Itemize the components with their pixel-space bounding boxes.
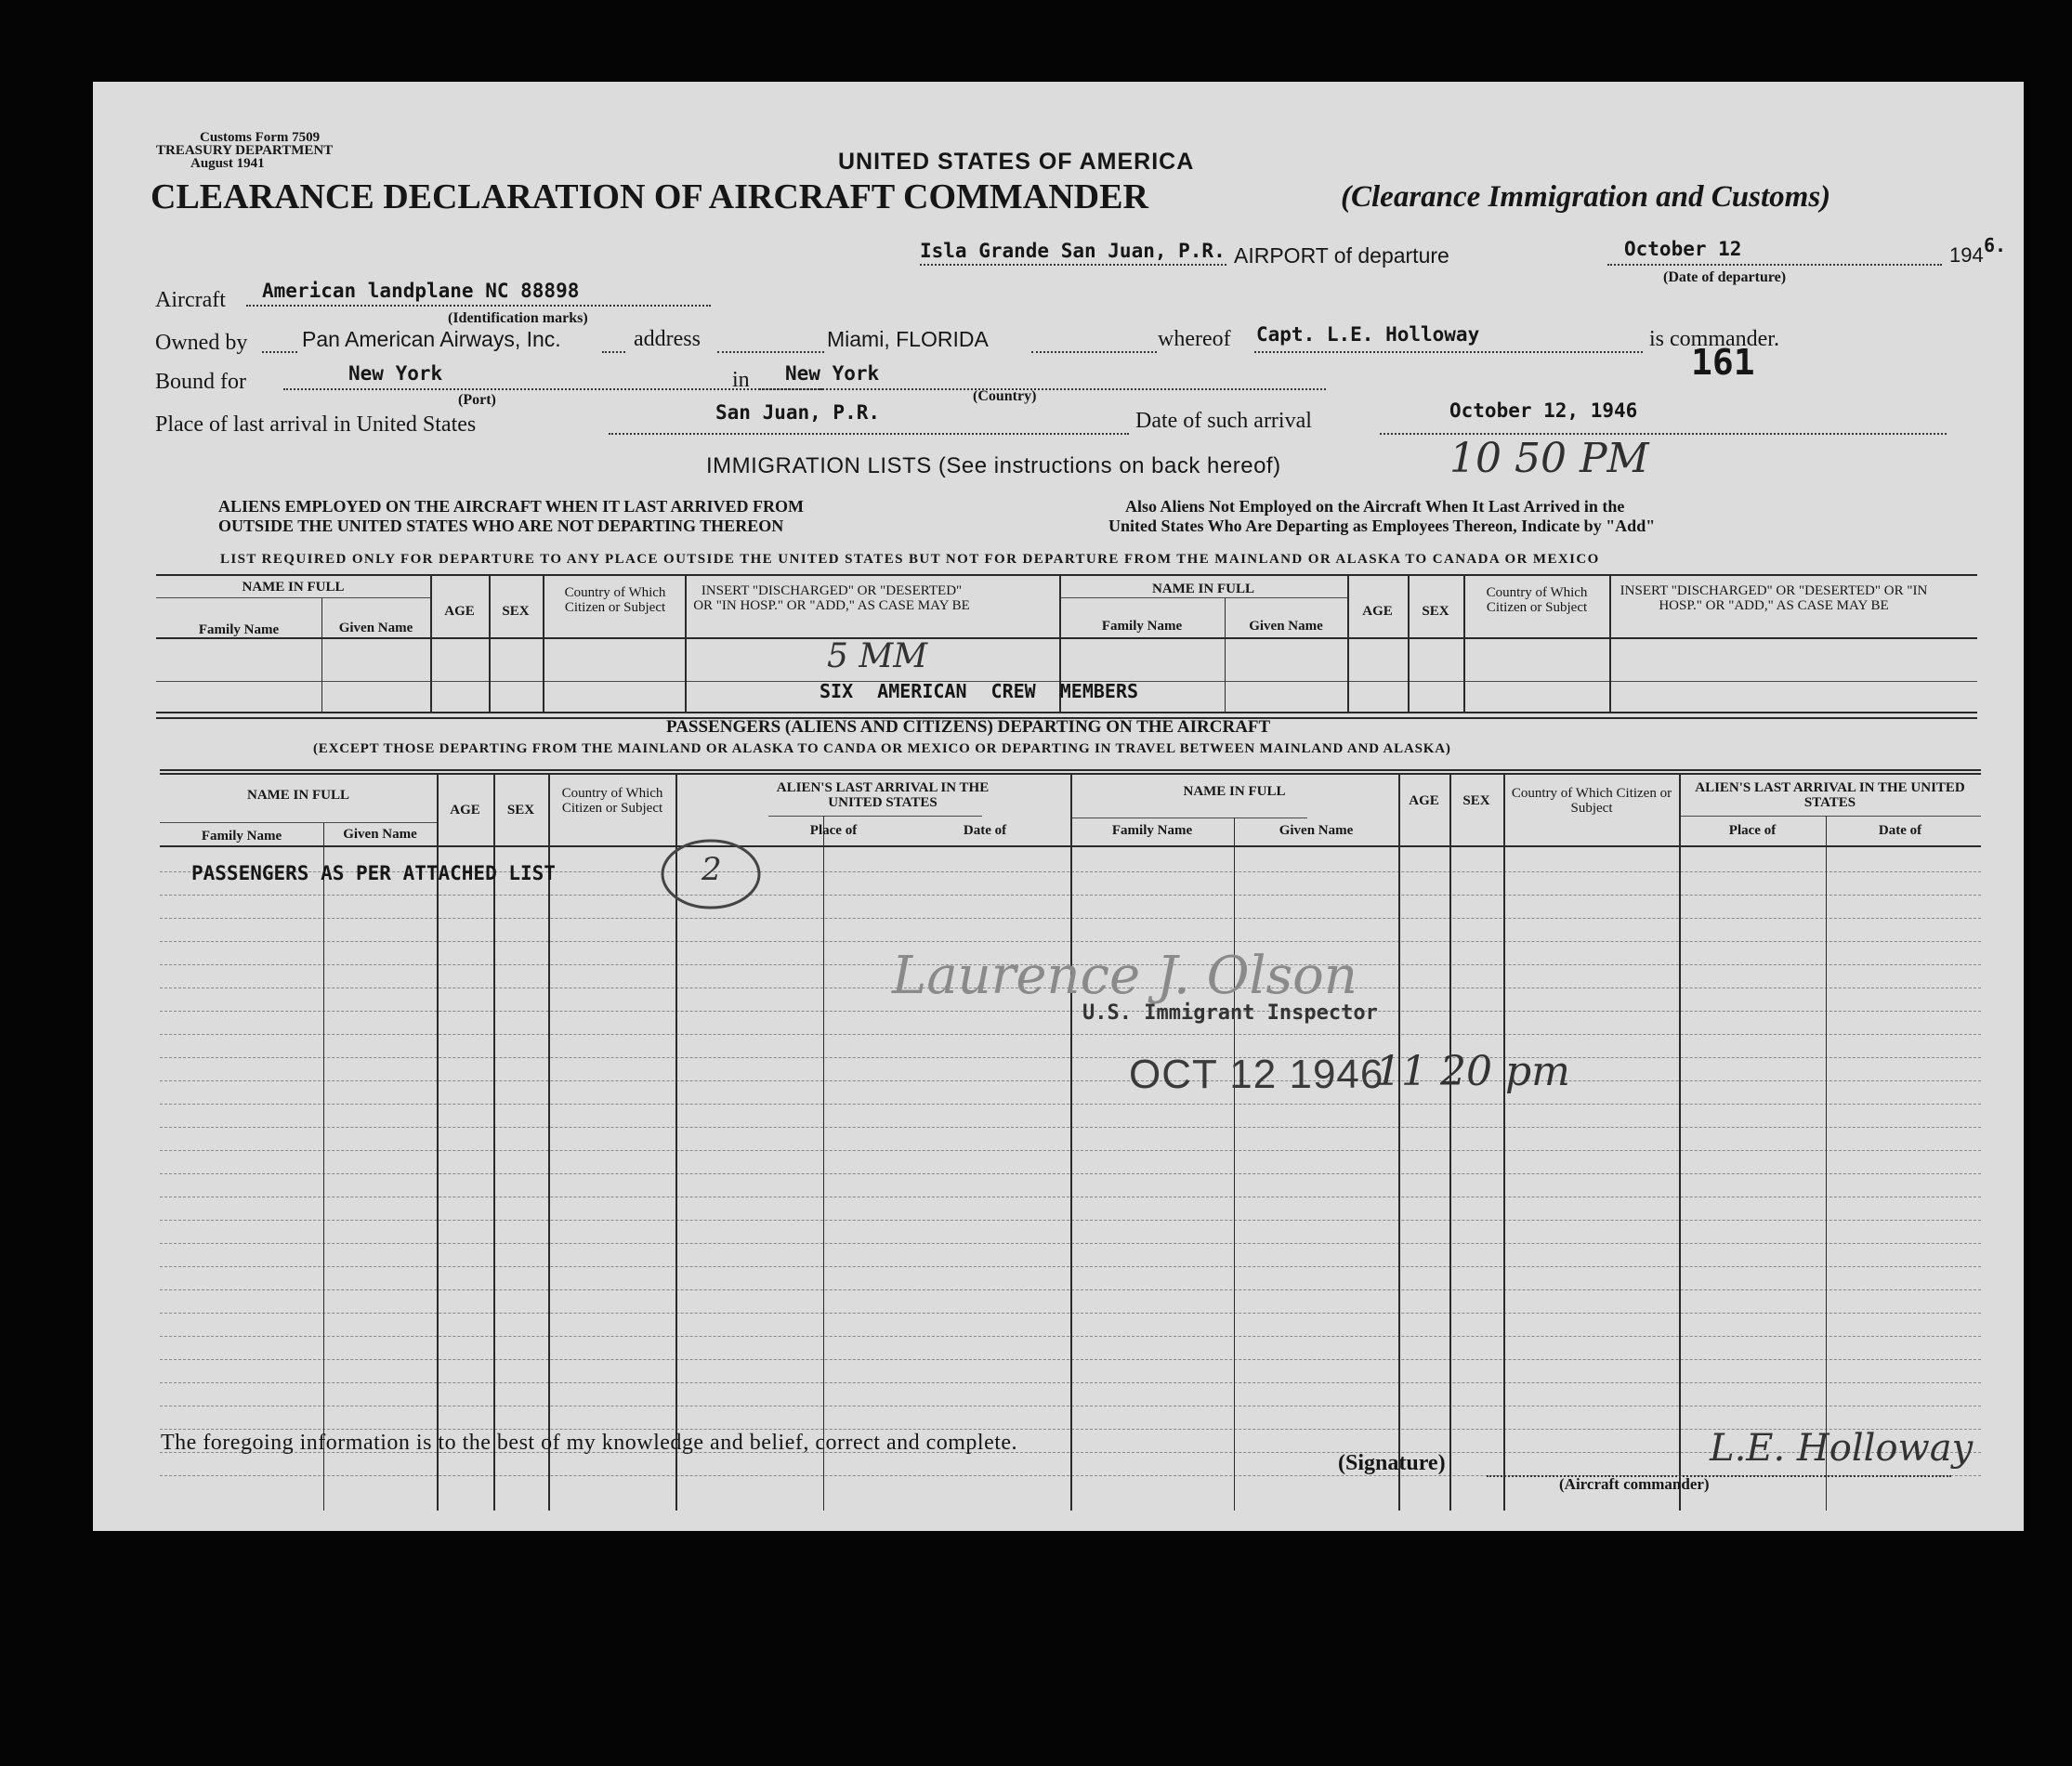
year-prefix: 194 xyxy=(1949,243,1984,267)
owner-name: Pan American Airways, Inc. xyxy=(302,327,561,351)
crew-sex-header-right: SEX xyxy=(1422,604,1449,619)
pass-age-header-right: AGE xyxy=(1409,793,1439,808)
aliens-note-line-2: OUTSIDE THE UNITED STATES WHO ARE NOT DEPARTING THEREON xyxy=(218,517,784,535)
commander-signature: L.E. Holloway xyxy=(1710,1427,1974,1470)
airport-name: Isla Grande San Juan, P.R. xyxy=(920,240,1226,262)
also-aliens-note-line-2: United States Who Are Departing as Employees Thereon, Indicate by "Add" xyxy=(1108,517,1656,535)
inspector-title: U.S. Immigrant Inspector xyxy=(1082,1001,1378,1025)
whereof-label: whereof xyxy=(1158,327,1231,351)
circled-number-text: 2 xyxy=(702,851,722,888)
form-title: CLEARANCE DECLARATION OF AIRCRAFT COMMANDER xyxy=(151,177,1148,216)
inspector-signature: Laurence J. Olson xyxy=(892,946,1357,1006)
crew-typed-entry: SIX AMERICAN CREW MEMBERS xyxy=(820,680,1139,702)
date-caption: (Date of departure) xyxy=(1663,269,1787,285)
pass-date-header-right: Date of xyxy=(1878,823,1922,838)
crew-given-header: Given Name xyxy=(338,621,413,635)
ident-caption: (Identification marks) xyxy=(448,310,588,326)
passengers-heading: PASSENGERS (ALIENS AND CITIZENS) DEPARTING ON THE AIRCRAFT xyxy=(666,717,1271,737)
passengers-subheading: (EXCEPT THOSE DEPARTING FROM THE MAINLAND OR ALASKA TO CANDA OR MEXICO OR DEPARTING IN TRAVEL BETWEEN MAINLAND AND ALASKA) xyxy=(313,741,1451,756)
passengers-typed-entry: PASSENGERS AS PER ATTACHED LIST xyxy=(191,862,556,884)
pass-given-header: Given Name xyxy=(343,827,417,842)
form-date: August 1941 xyxy=(190,156,265,171)
in-label: in xyxy=(732,368,750,392)
commander-caption: (Aircraft commander) xyxy=(1559,1475,1710,1493)
crew-insert-header-right: INSERT "DISCHARGED" OR "DESERTED" OR "IN HOSP." OR "ADD," AS CASE MAY BE xyxy=(1620,583,1928,613)
pass-date-header: Date of xyxy=(963,823,1007,838)
form-subtitle: (Clearance Immigration and Customs) xyxy=(1341,180,1831,214)
crew-given-header-right: Given Name xyxy=(1249,619,1323,634)
pass-sex-header-right: SEX xyxy=(1462,793,1490,808)
pass-given-header-right: Given Name xyxy=(1279,823,1354,838)
last-arrival-place: San Juan, P.R. xyxy=(715,401,881,424)
bound-label: Bound for xyxy=(155,370,246,394)
crew-name-header-right: NAME IN FULL xyxy=(1151,582,1254,596)
pass-country-header: Country of Which Citizen or Subject xyxy=(561,786,663,816)
pass-age-header: AGE xyxy=(450,803,480,818)
form-sheet xyxy=(93,82,2024,1531)
year-suffix: 6. xyxy=(1984,234,2007,256)
crew-family-header-right: Family Name xyxy=(1101,619,1183,634)
commander-name: Capt. L.E. Holloway xyxy=(1256,323,1480,346)
crew-handwritten-note: 5 MM xyxy=(827,637,928,675)
owned-label: Owned by xyxy=(155,331,248,355)
commander-suffix: is commander. xyxy=(1649,327,1779,351)
pass-country-header-right: Country of Which Citizen or Subject xyxy=(1511,786,1672,816)
certification-statement: The foregoing information is to the best of my knowledge and belief, correct and complete. xyxy=(161,1431,1018,1455)
crew-age-header-right: AGE xyxy=(1362,604,1393,619)
stamp-time: 11 20 pm xyxy=(1375,1048,1570,1095)
crew-family-header: Family Name xyxy=(198,622,280,637)
pass-family-header: Family Name xyxy=(201,829,282,844)
handwritten-time: 10 50 PM xyxy=(1449,435,1649,482)
last-arrival-label: Place of last arrival in United States xyxy=(155,412,477,437)
signature-label: (Signature) xyxy=(1338,1451,1446,1475)
aircraft-ident: American landplane NC 88898 xyxy=(262,280,580,302)
port-caption: (Port) xyxy=(458,392,496,408)
pass-family-header-right: Family Name xyxy=(1111,823,1193,838)
country-caption: (Country) xyxy=(973,388,1037,404)
address-value: Miami, FLORIDA xyxy=(827,327,989,351)
also-aliens-note-line-1: Also Aliens Not Employed on the Aircraft When It Last Arrived in the xyxy=(1125,497,1625,516)
country-heading: UNITED STATES OF AMERICA xyxy=(838,149,1195,175)
departure-date: October 12 xyxy=(1624,238,1742,260)
aliens-note-line-1: ALIENS EMPLOYED ON THE AIRCRAFT WHEN IT LAST ARRIVED FROM xyxy=(218,497,804,516)
pass-name-header: NAME IN FULL xyxy=(246,788,349,803)
airport-label: AIRPORT of departure xyxy=(1234,243,1449,268)
pass-arrival-header: ALIEN'S LAST ARRIVAL IN THE UNITED STATES xyxy=(776,780,990,810)
form-number: Customs Form 7509 xyxy=(200,130,321,145)
arrival-date-label: Date of such arrival xyxy=(1135,409,1312,433)
address-label: address xyxy=(634,327,701,351)
form-number-stamp: 161 xyxy=(1691,342,1755,383)
bound-country: New York xyxy=(785,362,880,385)
aircraft-label: Aircraft xyxy=(155,288,226,312)
pass-name-header-right: NAME IN FULL xyxy=(1183,784,1286,799)
crew-name-header: NAME IN FULL xyxy=(242,580,345,595)
pass-sex-header: SEX xyxy=(506,803,535,818)
crew-age-header: AGE xyxy=(444,604,475,619)
crew-insert-header: INSERT "DISCHARGED" OR "DESERTED" OR "IN HOSP." OR "ADD," AS CASE MAY BE xyxy=(693,583,970,613)
pass-place-header-right: Place of xyxy=(1728,823,1777,838)
immigration-heading: IMMIGRATION LISTS (See instructions on back hereof) xyxy=(706,453,1281,478)
crew-sex-header: SEX xyxy=(502,604,530,619)
list-required-note: LIST REQUIRED ONLY FOR DEPARTURE TO ANY PLACE OUTSIDE THE UNITED STATES BUT NOT FOR DEPARTURE FROM THE MAINLAND OR ALASKA TO CANADA OR MEXICO xyxy=(220,552,1600,567)
arrival-date: October 12, 1946 xyxy=(1449,399,1638,422)
department: TREASURY DEPARTMENT xyxy=(156,143,334,158)
bound-port: New York xyxy=(348,362,443,385)
crew-country-header-right: Country of Which Citizen or Subject xyxy=(1486,585,1588,615)
pass-arrival-header-right: ALIEN'S LAST ARRIVAL IN THE UNITED STATES xyxy=(1695,780,1965,810)
stamp-date: OCT 12 1946 xyxy=(1129,1052,1384,1097)
crew-country-header: Country of Which Citizen or Subject xyxy=(564,585,666,615)
pass-place-header: Place of xyxy=(809,823,858,838)
